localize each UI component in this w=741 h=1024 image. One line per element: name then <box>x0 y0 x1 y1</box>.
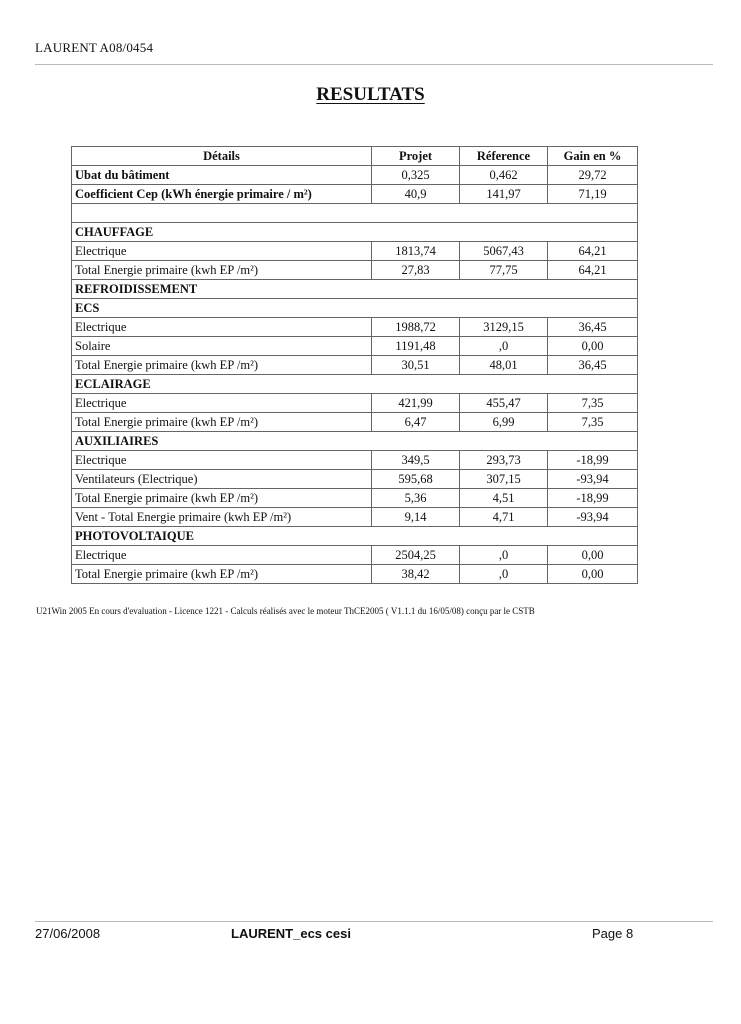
table-row <box>72 565 638 584</box>
cell-reference: 0,462 <box>460 166 548 185</box>
footer-divider <box>35 921 713 922</box>
table-body <box>72 166 638 584</box>
table-row <box>72 413 638 432</box>
cell-reference: 293,73 <box>460 451 548 470</box>
row-label: Electrique <box>72 451 372 470</box>
column-header-gain: Gain en % <box>548 147 638 166</box>
page-title <box>0 84 741 106</box>
cell-reference: 3129,15 <box>460 318 548 337</box>
table-row <box>72 242 638 261</box>
cell-reference: 455,47 <box>460 394 548 413</box>
row-label: Total Energie primaire (kwh EP /m²) <box>72 489 372 508</box>
section-title: ECS <box>72 299 638 318</box>
cell-projet: 40,9 <box>372 185 460 204</box>
cell-projet: 2504,25 <box>372 546 460 565</box>
row-label: Vent - Total Energie primaire (kwh EP /m²) <box>72 508 372 527</box>
cell-reference: 48,01 <box>460 356 548 375</box>
section-row <box>72 432 638 451</box>
section-title: REFROIDISSEMENT <box>72 280 638 299</box>
row-label: Electrique <box>72 242 372 261</box>
cell-gain: 29,72 <box>548 166 638 185</box>
table-row <box>72 318 638 337</box>
row-label: Coefficient Cep (kWh énergie primaire / m²) <box>72 185 372 204</box>
row-label: Solaire <box>72 337 372 356</box>
cell-projet: 1191,48 <box>372 337 460 356</box>
row-label: Total Energie primaire (kwh EP /m²) <box>72 565 372 584</box>
row-label: Total Energie primaire (kwh EP /m²) <box>72 261 372 280</box>
cell-reference: 4,51 <box>460 489 548 508</box>
cell-reference: 307,15 <box>460 470 548 489</box>
cell-reference: 6,99 <box>460 413 548 432</box>
results-table <box>71 146 638 584</box>
table-header-row <box>72 147 638 166</box>
header-divider <box>35 64 713 65</box>
cell-projet: 0,325 <box>372 166 460 185</box>
footer-date: 27/06/2008 <box>35 926 101 941</box>
spacer-cell <box>72 204 638 223</box>
table-row <box>72 261 638 280</box>
section-title: PHOTOVOLTAIQUE <box>72 527 638 546</box>
table-row <box>72 451 638 470</box>
table-row <box>72 394 638 413</box>
spacer-row <box>72 204 638 223</box>
page-title-text: RESULTATS <box>316 84 425 105</box>
cell-gain: -18,99 <box>548 451 638 470</box>
row-label: Ventilateurs (Electrique) <box>72 470 372 489</box>
cell-projet: 30,51 <box>372 356 460 375</box>
section-row <box>72 527 638 546</box>
cell-reference: 4,71 <box>460 508 548 527</box>
cell-gain: -93,94 <box>548 508 638 527</box>
row-label: Electrique <box>72 394 372 413</box>
cell-gain: 0,00 <box>548 337 638 356</box>
section-row <box>72 223 638 242</box>
cell-reference: 5067,43 <box>460 242 548 261</box>
section-row <box>72 280 638 299</box>
column-header-projet: Projet <box>372 147 460 166</box>
cell-projet: 27,83 <box>372 261 460 280</box>
table-row <box>72 166 638 185</box>
cell-projet: 38,42 <box>372 565 460 584</box>
column-header-details: Détails <box>72 147 372 166</box>
footer-page-number: Page 8 <box>592 926 634 941</box>
cell-gain: -93,94 <box>548 470 638 489</box>
row-label: Electrique <box>72 546 372 565</box>
cell-gain: 64,21 <box>548 242 638 261</box>
table-row <box>72 356 638 375</box>
cell-projet: 595,68 <box>372 470 460 489</box>
section-row <box>72 375 638 394</box>
cell-gain: 7,35 <box>548 394 638 413</box>
table-row <box>72 508 638 527</box>
section-title: AUXILIAIRES <box>72 432 638 451</box>
section-title: CHAUFFAGE <box>72 223 638 242</box>
cell-projet: 1988,72 <box>372 318 460 337</box>
row-label: Total Energie primaire (kwh EP /m²) <box>72 413 372 432</box>
footer-document-name: LAURENT_ecs cesi <box>231 926 351 941</box>
cell-gain: 64,21 <box>548 261 638 280</box>
cell-projet: 349,5 <box>372 451 460 470</box>
cell-projet: 421,99 <box>372 394 460 413</box>
section-row <box>72 299 638 318</box>
cell-projet: 1813,74 <box>372 242 460 261</box>
cell-reference: 77,75 <box>460 261 548 280</box>
software-footnote: U21Win 2005 En cours d'evaluation - Licence 1221 - Calculs réalisés avec le moteur ThCE2005 ( V1.1.1 du 16/05/08) conçu par le CSTB <box>36 606 535 616</box>
cell-projet: 5,36 <box>372 489 460 508</box>
cell-gain: -18,99 <box>548 489 638 508</box>
table-row <box>72 546 638 565</box>
cell-projet: 6,47 <box>372 413 460 432</box>
column-header-reference: Réference <box>460 147 548 166</box>
cell-gain: 0,00 <box>548 546 638 565</box>
table-row <box>72 470 638 489</box>
cell-gain: 36,45 <box>548 318 638 337</box>
cell-gain: 36,45 <box>548 356 638 375</box>
row-label: Total Energie primaire (kwh EP /m²) <box>72 356 372 375</box>
cell-gain: 7,35 <box>548 413 638 432</box>
row-label: Ubat du bâtiment <box>72 166 372 185</box>
cell-gain: 71,19 <box>548 185 638 204</box>
cell-reference: ,0 <box>460 565 548 584</box>
document-reference: LAURENT A08/0454 <box>35 40 154 55</box>
cell-reference: ,0 <box>460 337 548 356</box>
cell-gain: 0,00 <box>548 565 638 584</box>
cell-projet: 9,14 <box>372 508 460 527</box>
table-row <box>72 185 638 204</box>
table-row <box>72 489 638 508</box>
cell-reference: 141,97 <box>460 185 548 204</box>
table-row <box>72 337 638 356</box>
row-label: Electrique <box>72 318 372 337</box>
cell-reference: ,0 <box>460 546 548 565</box>
section-title: ECLAIRAGE <box>72 375 638 394</box>
